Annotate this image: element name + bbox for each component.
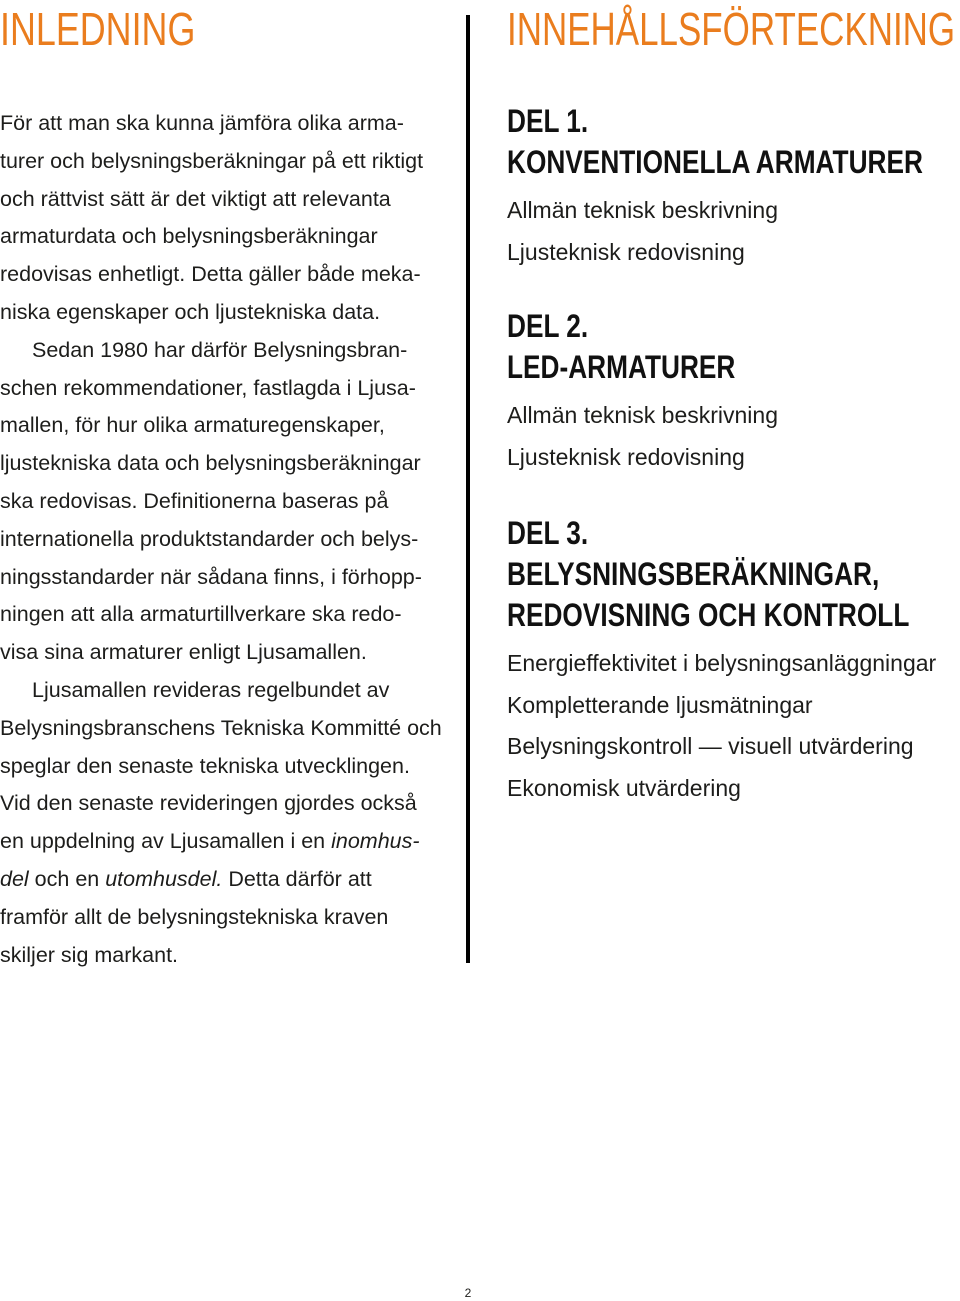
toc-part-number: DEL 2. bbox=[507, 308, 589, 344]
intro-line: skiljer sig markant. bbox=[0, 942, 179, 967]
intro-line-segment: och en bbox=[28, 866, 106, 891]
intro-line bbox=[0, 861, 460, 899]
intro-line: speglar den senaste tekniska utvecklingen. bbox=[0, 753, 410, 778]
intro-line bbox=[0, 823, 460, 861]
toc-item: Energieffektivitet i belysningsanläggningar bbox=[507, 650, 937, 676]
intro-body bbox=[0, 105, 460, 974]
italic-term: del bbox=[0, 866, 29, 891]
toc-item: Kompletterande ljusmätningar bbox=[507, 691, 813, 718]
toc-part-number: DEL 3. bbox=[507, 515, 589, 551]
intro-line: ningsstandarder när sådana finns, i förhopp- bbox=[0, 564, 422, 589]
toc-item: Ekonomisk utvärdering bbox=[507, 774, 741, 801]
intro-line: visa sina armaturer enligt Ljusamallen. bbox=[0, 640, 367, 665]
intro-line: Belysningsbranschens Tekniska Kommitté och bbox=[0, 715, 442, 740]
toc-item-list bbox=[507, 643, 960, 809]
toc-item-list bbox=[507, 190, 960, 273]
toc-part-3 bbox=[507, 513, 960, 809]
page-number: 2 bbox=[464, 1286, 472, 1300]
intro-line: ska redovisas. Definitionerna baseras på bbox=[0, 488, 389, 513]
toc-item: Ljusteknisk redovisning bbox=[507, 238, 745, 265]
intro-line: turer och belysningsberäkningar på ett riktigt bbox=[0, 148, 424, 173]
toc-heading: INNEHÅLLSFÖRTECKNING bbox=[507, 3, 956, 55]
intro-line-segment: Detta därför att bbox=[222, 866, 372, 891]
toc-item: Allmän teknisk beskrivning bbox=[507, 402, 779, 428]
intro-line: internationella produktstandarder och belys- bbox=[0, 526, 419, 551]
intro-paragraph-start: Ljusamallen revideras regelbundet av bbox=[32, 677, 390, 702]
toc-item-list bbox=[507, 395, 960, 478]
toc-part-1 bbox=[507, 101, 960, 273]
intro-line: Vid den senaste revideringen gjordes också bbox=[0, 791, 417, 816]
intro-line-segment: en uppdelning av Ljusamallen i en bbox=[0, 829, 332, 854]
italic-term: inomhus- bbox=[331, 829, 420, 854]
intro-paragraph-start: Sedan 1980 har därför Belysningsbran- bbox=[32, 337, 408, 362]
intro-line: För att man ska kunna jämföra olika arma- bbox=[0, 111, 404, 135]
toc-part-number: DEL 1. bbox=[507, 103, 589, 139]
intro-line: mallen, för hur olika armaturegenskaper, bbox=[0, 413, 385, 438]
italic-term: utomhusdel. bbox=[105, 866, 223, 891]
toc-part-title: LED-ARMATURER bbox=[507, 349, 736, 385]
toc-part-title: REDOVISNING OCH KONTROLL bbox=[507, 597, 910, 633]
toc-part-title: BELYSNINGSBERÄKNINGAR, bbox=[507, 556, 880, 592]
toc-part-title: KONVENTIONELLA ARMATURER bbox=[507, 144, 923, 180]
intro-line: ningen att alla armaturtillverkare ska redo- bbox=[0, 602, 402, 627]
intro-line: niska egenskaper och ljustekniska data. bbox=[0, 299, 381, 324]
toc-item: Allmän teknisk beskrivning bbox=[507, 197, 779, 223]
intro-heading: INLEDNING bbox=[0, 3, 196, 55]
intro-line: och rättvist sätt är det viktigt att relevanta bbox=[0, 186, 391, 211]
intro-line: framför allt de belysningstekniska kraven bbox=[0, 904, 389, 929]
intro-line: redovisas enhetligt. Detta gäller både meka- bbox=[0, 262, 421, 287]
toc-item: Belysningskontroll — visuell utvärdering bbox=[507, 733, 914, 759]
intro-line: ljustekniska data och belysningsberäkningar bbox=[0, 451, 421, 476]
intro-line: schen rekommendationer, fastlagda i Ljusa- bbox=[0, 375, 416, 400]
toc-part-2 bbox=[507, 306, 960, 478]
column-divider bbox=[466, 15, 470, 963]
toc-item: Ljusteknisk redovisning bbox=[507, 443, 745, 470]
intro-line: armaturdata och belysningsberäkningar bbox=[0, 224, 378, 249]
